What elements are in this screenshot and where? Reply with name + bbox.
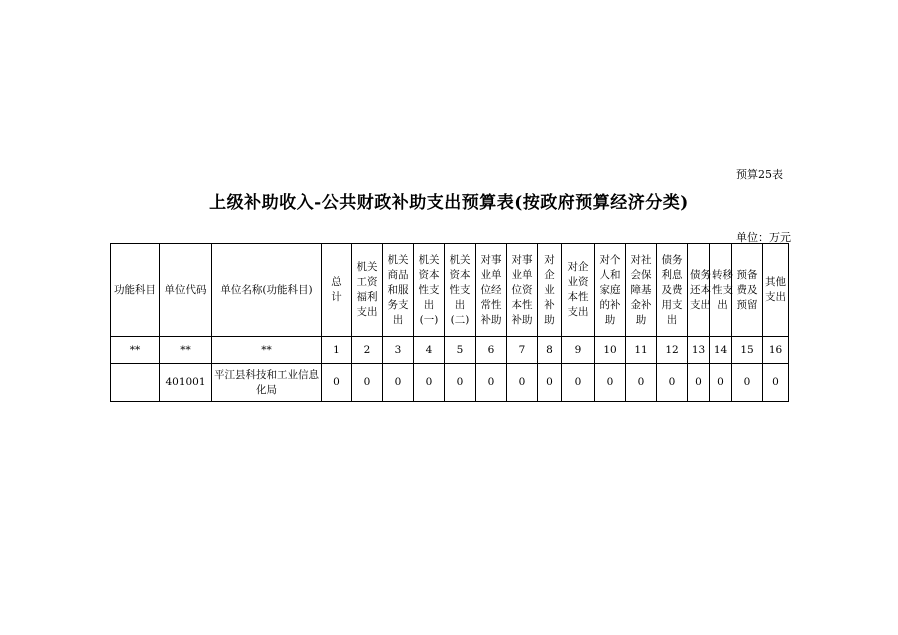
table-cell: 1 [322,337,352,364]
table-cell: 5 [445,337,476,364]
column-header-unit-name: 单位名称(功能科目) [212,244,322,337]
table-cell: 7 [507,337,538,364]
table-cell-unit-name: 平江县科技和工业信息化局 [212,364,322,402]
table-cell: 0 [763,364,789,402]
table-cell: ** [160,337,212,364]
column-header-enterprise-capital: 对企业资本性支出 [562,244,595,337]
table-cell: 0 [445,364,476,402]
column-header-capital-2: 机关资本性支出(二) [445,244,476,337]
unit-label: 单位：万元 [736,231,791,244]
table-cell: 15 [732,337,763,364]
table-cell: 10 [595,337,626,364]
table-cell-unit-code: 401001 [160,364,212,402]
table-cell: ** [212,337,322,364]
column-header-public-inst-capital: 对事业单位资本性补助 [507,244,538,337]
column-header-capital-1: 机关资本性支出(一) [414,244,445,337]
table-cell: 12 [657,337,688,364]
table-cell: 0 [626,364,657,402]
table-cell: 6 [476,337,507,364]
column-header-total: 总计 [322,244,352,337]
table-cell [111,364,160,402]
column-header-social-security: 对社会保障基金补助 [626,244,657,337]
table-cell: 0 [352,364,383,402]
form-number: 预算25表 [736,168,783,181]
column-header-unit-code: 单位代码 [160,244,212,337]
column-header-enterprise-subsidy: 对企业补助 [538,244,562,337]
column-header-public-inst-recurrent: 对事业单位经常性补助 [476,244,507,337]
column-header-debt-principal: 债务还本支出 [688,244,710,337]
table-cell: 3 [383,337,414,364]
table-cell: 2 [352,337,383,364]
table-cell: 0 [322,364,352,402]
table-cell: 0 [476,364,507,402]
column-header-goods-services: 机关商品和服务支出 [383,244,414,337]
table-cell: 0 [710,364,732,402]
table-cell: 0 [414,364,445,402]
column-header-function-subject: 功能科目 [111,244,160,337]
table-cell: 9 [562,337,595,364]
column-header-other: 其他支出 [763,244,789,337]
table-cell: 0 [595,364,626,402]
table-cell: 0 [383,364,414,402]
table-cell: 16 [763,337,789,364]
page-title: 上级补助收入-公共财政补助支出预算表(按政府预算经济分类) [209,193,689,213]
table-cell: 0 [732,364,763,402]
column-header-transfer: 转移性支出 [710,244,732,337]
column-header-reserve: 预备费及预留 [732,244,763,337]
column-header-household-subsidy: 对个人和家庭的补助 [595,244,626,337]
header-row [111,244,789,337]
table-cell: 0 [657,364,688,402]
column-header-debt-interest: 债务利息及费用支出 [657,244,688,337]
budget-table [110,243,789,402]
table-cell: 8 [538,337,562,364]
table-cell: 0 [688,364,710,402]
table-cell: 0 [507,364,538,402]
column-header-salary-welfare: 机关工资福利支出 [352,244,383,337]
table-cell: 13 [688,337,710,364]
table-cell: 4 [414,337,445,364]
table-cell: ** [111,337,160,364]
table-cell: 0 [538,364,562,402]
column-index-row [111,337,789,364]
table-cell: 0 [562,364,595,402]
table-cell: 14 [710,337,732,364]
table-row [111,364,789,402]
table-cell: 11 [626,337,657,364]
